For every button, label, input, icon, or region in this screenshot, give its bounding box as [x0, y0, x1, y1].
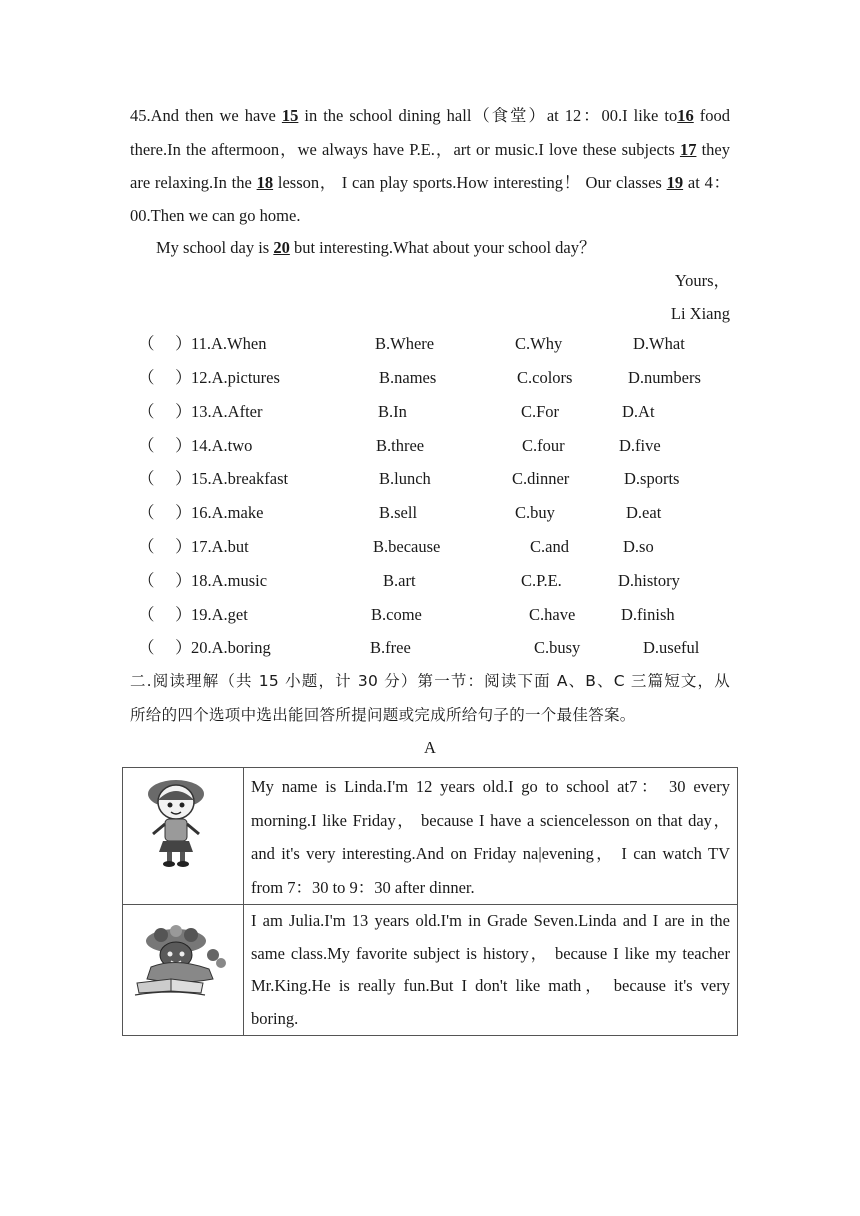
question-row [138, 368, 738, 388]
option-b: B.art [383, 571, 416, 590]
passage-label-a: A [424, 738, 436, 757]
option-c: C.four [522, 436, 565, 455]
option-d: D.five [619, 436, 661, 455]
option-b: B.come [371, 605, 422, 624]
section-instruction: 所给的四个选项中选出能回答所提问题或完成所给句子的一个最佳答案。 [130, 706, 636, 724]
option-a: 14.A.two [191, 436, 253, 455]
option-d: D.useful [643, 638, 700, 657]
question-row [138, 605, 738, 625]
letter-closing: Yours， [674, 271, 730, 290]
reading-table [122, 767, 738, 1036]
question-row [138, 402, 738, 422]
answer-paren[interactable]: （ ） [138, 368, 192, 387]
option-b: B.names [379, 368, 437, 387]
option-c: C.buy [515, 503, 555, 522]
girl-cartoon-icon [141, 772, 211, 872]
reading-girl-icon [131, 921, 231, 1001]
answer-paren[interactable]: （ ） [138, 436, 192, 455]
passage-line-5: My school day is 20 but interesting.What about your school day？ [156, 238, 596, 257]
question-row [138, 436, 738, 456]
option-c: C.dinner [512, 469, 570, 488]
blank-15: 15 [281, 106, 299, 125]
answer-paren[interactable]: （ ） [138, 571, 192, 590]
linda-text: My name is Linda.I'm 12 years old.I go to school at7： 30 every morning.I like Friday， because I have a sciencelesson on that day， and it's very interesting.And on Friday na|evening， I can watch TV from 7：30 to 9：30 after dinner. [244, 768, 738, 905]
question-row [138, 469, 738, 489]
julia-text: I am Julia.I'm 13 years old.I'm in Grade Seven.Linda and I are in the same class.My favorite subject is history， because I like my teacher Mr.King.He is really fun.But I don't like math， because it's very boring. [244, 905, 738, 1036]
option-d: D.history [618, 571, 680, 590]
option-b: B.Where [375, 334, 435, 353]
option-d: D.so [623, 537, 654, 556]
option-d: D.sports [624, 469, 680, 488]
linda-illustration-cell [123, 768, 244, 905]
option-a: 17.A.but [191, 537, 249, 556]
option-d: D.numbers [628, 368, 701, 387]
option-d: D.finish [621, 605, 675, 624]
option-a: 15.A.breakfast [191, 469, 289, 488]
option-d: D.At [622, 402, 655, 421]
blank-18: 18 [256, 173, 274, 192]
question-row [138, 537, 738, 557]
table-row [123, 768, 738, 905]
table-row [123, 905, 738, 1036]
letter-signature: Li Xiang [670, 304, 730, 323]
answer-paren[interactable]: （ ） [138, 503, 192, 522]
answer-paren[interactable]: （ ） [138, 334, 192, 353]
question-row [138, 571, 738, 591]
blank-17: 17 [679, 140, 697, 159]
option-c: C.have [529, 605, 576, 624]
question-row [138, 334, 738, 354]
answer-paren[interactable]: （ ） [138, 402, 192, 421]
option-c: C.colors [517, 368, 573, 387]
option-a: 19.A.get [191, 605, 248, 624]
blank-16: 16 [677, 106, 694, 125]
question-row [138, 638, 738, 658]
option-c: C.P.E. [521, 571, 562, 590]
option-a: 20.A.boring [191, 638, 271, 657]
answer-paren[interactable]: （ ） [138, 605, 192, 624]
section-heading: 二.阅读理解（共 15 小题，计 30 分）第一节：阅读下面 A、B、C 三篇短文，从 [130, 672, 730, 690]
julia-illustration-cell [123, 905, 244, 1036]
option-b: B.because [373, 537, 441, 556]
option-a: 16.A.make [191, 503, 264, 522]
option-b: B.three [376, 436, 425, 455]
option-a: 11.A.When [191, 334, 267, 353]
answer-paren[interactable]: （ ） [138, 638, 192, 657]
blank-20: 20 [273, 238, 290, 257]
option-c: C.For [521, 402, 560, 421]
passage-line-1: 45.And then we have 15 in the school dining hall（食堂）at 12：00.I like to16 food [130, 106, 730, 125]
passage-line-3: are relaxing.In the 18 lesson， I can play sports.How interesting！ Our classes 19 at 4： [130, 173, 730, 192]
option-b: B.free [370, 638, 411, 657]
passage-line-2: there.In the aftermoon，we always have P.E.，art or music.I love these subjects 17 they [130, 140, 730, 159]
answer-paren[interactable]: （ ） [138, 537, 192, 556]
option-b: B.sell [379, 503, 418, 522]
option-a: 12.A.pictures [191, 368, 280, 387]
option-b: B.In [378, 402, 407, 421]
passage-line-4: 00.Then we can go home. [130, 206, 301, 225]
question-row [138, 503, 738, 523]
option-d: D.eat [626, 503, 662, 522]
option-a: 18.A.music [191, 571, 268, 590]
answer-paren[interactable]: （ ） [138, 469, 192, 488]
option-a: 13.A.After [191, 402, 263, 421]
option-c: C.Why [515, 334, 563, 353]
option-b: B.lunch [379, 469, 431, 488]
option-d: D.What [633, 334, 685, 353]
option-c: C.busy [534, 638, 581, 657]
option-c: C.and [530, 537, 569, 556]
blank-19: 19 [666, 173, 684, 192]
